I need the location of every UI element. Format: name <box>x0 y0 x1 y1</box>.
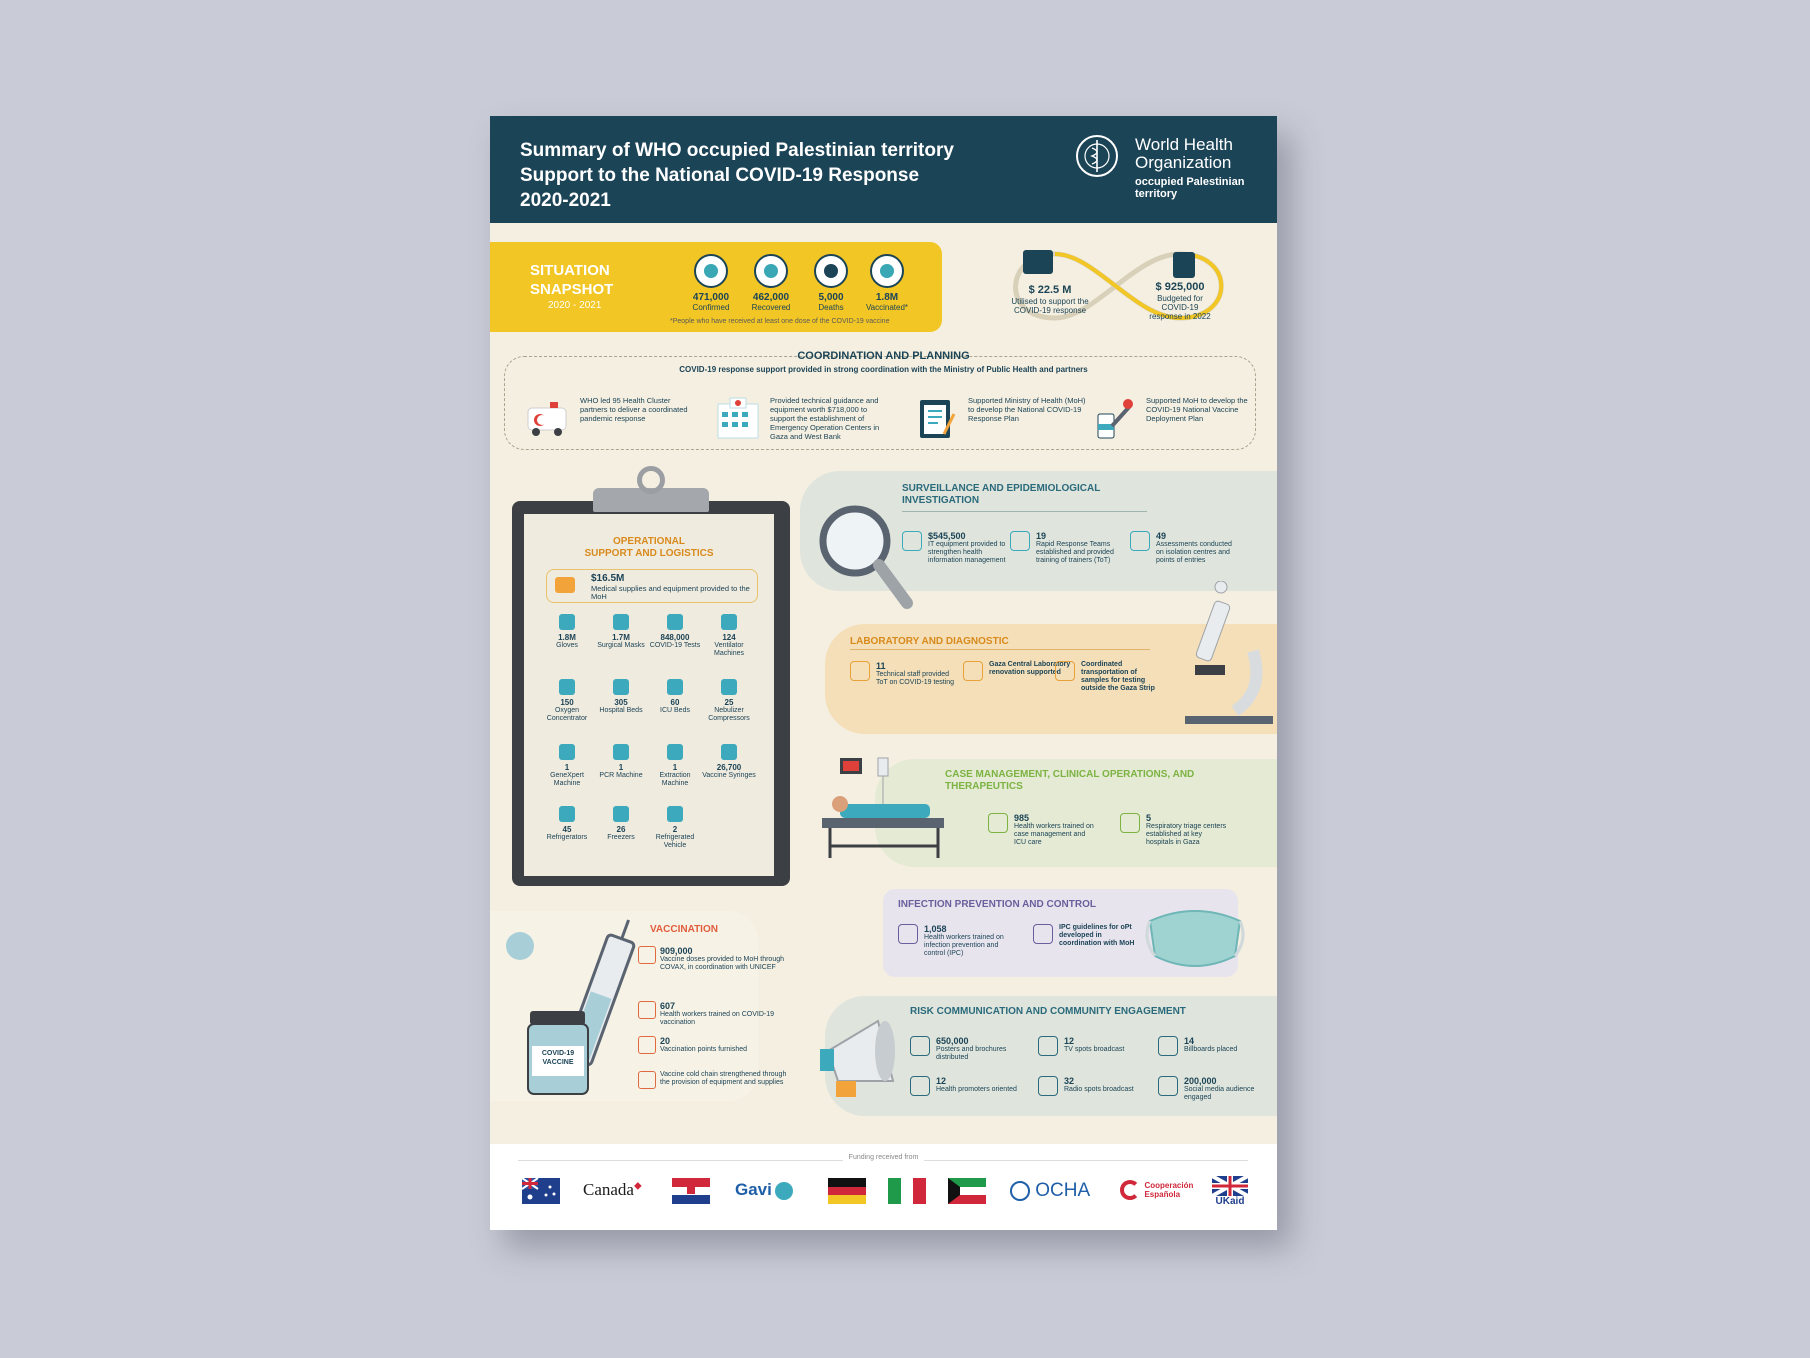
supply-item <box>702 614 756 658</box>
vial-label <box>532 1049 584 1067</box>
stat-label: Deaths <box>818 303 844 312</box>
surveillance-stat-value: 19 <box>1036 531 1047 541</box>
case-title-line-1: CASE MANAGEMENT, CLINICAL OPERATIONS, AND <box>945 769 1195 780</box>
supply-icon <box>559 806 575 822</box>
risk-stat <box>1158 1076 1268 1126</box>
vaccination-stat-value: 607 <box>660 1001 676 1011</box>
clipboard-ring <box>637 466 665 494</box>
funding-label-text: Funding received from <box>843 1154 925 1161</box>
supply-icon <box>613 806 629 822</box>
magnifying-glass-icon <box>815 501 915 611</box>
snapshot-footnote: *People who have received at least one dose of the COVID-19 vaccine <box>670 318 890 325</box>
stat-vaccinated <box>856 254 918 312</box>
vaccination-stat-label: Vaccine cold chain strengthened through the provision of equipment and supplies <box>660 1071 787 1086</box>
supply-label: Freezers <box>607 834 635 841</box>
vaccination-stat-label: Vaccination points furnished <box>660 1046 748 1053</box>
coordination-text: WHO led 95 Health Cluster partners to deliver a coordinated pandemic response <box>580 396 688 423</box>
microscope-icon <box>1175 581 1275 726</box>
megaphone-icon <box>808 1011 908 1111</box>
supply-label: Oxygen Concentrator <box>546 707 588 722</box>
surveillance-stat-icon <box>902 531 922 551</box>
who-logo <box>1075 134 1265 214</box>
surveillance-title-line-2: INVESTIGATION <box>902 495 980 506</box>
vaccination-stat <box>660 946 790 972</box>
supply-icon <box>721 614 737 630</box>
maple-leaf-icon: ◆ <box>633 1180 642 1192</box>
gavi-logo <box>735 1180 793 1206</box>
cooperacion-emblem-icon <box>1120 1180 1140 1200</box>
supply-value: 25 <box>724 698 734 707</box>
laboratory-stat <box>850 661 960 711</box>
stat-deaths <box>800 254 862 312</box>
supply-item <box>648 614 702 650</box>
supply-item <box>702 744 756 780</box>
stat-recovered <box>740 254 802 312</box>
risk-stat <box>1038 1076 1148 1126</box>
org-name-line-2: Organization <box>1135 153 1232 172</box>
stat-value: 1.8M <box>875 292 899 303</box>
supply-value: 848,000 <box>660 633 690 642</box>
vaccine-syringe-illustration <box>500 916 650 1106</box>
supply-icon <box>613 679 629 695</box>
surveillance-stat-value: $545,500 <box>928 531 966 541</box>
operations-feature-box <box>546 569 758 603</box>
stat-value: 5,000 <box>818 292 844 303</box>
supply-item <box>540 679 594 723</box>
feature-value: $16.5M <box>591 573 625 584</box>
supply-icon <box>667 744 683 760</box>
ambulance-icon <box>526 396 570 440</box>
laboratory-stat-icon <box>1055 661 1075 681</box>
laboratory-stat-icon <box>850 661 870 681</box>
supply-label: Ventilator Machines <box>714 642 744 657</box>
supply-value: 124 <box>722 633 736 642</box>
risk-stat-icon <box>1158 1036 1178 1056</box>
hospital-building-icon <box>716 396 760 440</box>
supply-value: 2 <box>672 825 678 834</box>
ipc-stat-icon <box>1033 924 1053 944</box>
vaccination-stat-icon <box>638 946 656 964</box>
stat-confirmed <box>680 254 742 312</box>
case-management-title <box>945 769 1194 793</box>
risk-stat-label: Social media audience engaged <box>1184 1086 1255 1101</box>
laboratory-stat-icon <box>963 661 983 681</box>
laboratory-title: LABORATORY AND DIAGNOSTIC <box>850 636 1009 647</box>
vaccination-stat-icon <box>638 1036 656 1054</box>
laboratory-stat <box>1055 661 1165 711</box>
kuwait-flag-logo <box>948 1178 986 1204</box>
supply-value: 60 <box>670 698 680 707</box>
risk-title: RISK COMMUNICATION AND COMMUNITY ENGAGEMENT <box>910 1006 1186 1017</box>
case_management-stat-icon <box>1120 813 1140 833</box>
supply-value: 1 <box>618 763 624 772</box>
supply-icon <box>667 614 683 630</box>
supply-icon <box>613 614 629 630</box>
coordination-text: Supported Ministry of Health (MoH) to develop the National COVID-19 Response Plan <box>968 396 1086 423</box>
laboratory-rule <box>850 649 1150 650</box>
stat-label: Recovered <box>751 303 791 312</box>
utilised-label: Utilised to support the COVID-19 response <box>1011 297 1089 315</box>
ipc-stat <box>1033 924 1143 974</box>
ocha-logo <box>1010 1180 1090 1206</box>
org-subtitle <box>1135 176 1255 200</box>
laboratory-stat-label: Technical staff provided ToT on COVID-19 testing <box>876 671 955 686</box>
supply-value: 1 <box>672 763 678 772</box>
supply-item <box>648 679 702 715</box>
supply-value: 1.7M <box>612 633 630 642</box>
ipc-stat-label: Health workers trained on infection prevention and control (IPC) <box>924 934 1004 957</box>
utilised-budget <box>1010 286 1090 315</box>
vaccination-stat <box>660 1001 790 1027</box>
ipc-stat-value: 1,058 <box>924 924 947 934</box>
supply-icon <box>667 806 683 822</box>
medical-kit-icon <box>555 577 575 593</box>
supply-item <box>594 806 648 842</box>
surveillance-stat-value: 49 <box>1156 531 1167 541</box>
supply-icon <box>667 679 683 695</box>
risk-stat-value: 32 <box>1064 1076 1075 1086</box>
who-emblem-icon <box>1075 134 1119 178</box>
risk-stat-label: Health promoters oriented <box>936 1086 1017 1093</box>
stat-value: 462,000 <box>752 292 790 303</box>
vaccination-stat-value: 20 <box>660 1036 671 1046</box>
risk-stat-icon <box>910 1036 930 1056</box>
ipc-stat-icon <box>898 924 918 944</box>
budgeted-amount <box>1145 283 1215 321</box>
supply-label: Extraction Machine <box>659 772 691 787</box>
vaccination-title: VACCINATION <box>650 924 718 935</box>
supply-value: 150 <box>560 698 574 707</box>
budgeted-value: $ 925,000 <box>1155 281 1205 293</box>
coordination-text: Provided technical guidance and equipment worth $718,000 to support the establishment of Emergency Operation Centers in Gaza and West Bank <box>770 396 880 441</box>
confirmed-icon <box>694 254 728 288</box>
vial-label-line-1: COVID-19 <box>541 1050 575 1057</box>
clipboard-plan-icon <box>914 396 958 440</box>
vaccination-stat-label: Health workers trained on COVID-19 vaccination <box>660 1011 774 1026</box>
utilised-value: $ 22.5 M <box>1028 284 1072 296</box>
stat-value: 471,000 <box>692 292 730 303</box>
title-line-3: 2020-2021 <box>520 190 611 211</box>
surveillance-stat-label: Assessments conducted on isolation centres and points of entries <box>1156 541 1232 564</box>
supply-item <box>540 744 594 788</box>
case_management-stat-value: 5 <box>1146 813 1152 823</box>
case_management-stat <box>1120 813 1240 863</box>
budgeted-label: Budgeted for COVID-19 response in 2022 <box>1149 294 1211 321</box>
supply-value: 1.8M <box>558 633 576 642</box>
supply-label: Hospital Beds <box>599 707 643 714</box>
ukaid-wordmark: UKaid <box>1215 1196 1245 1207</box>
operations-title-line-1: OPERATIONAL <box>612 536 686 547</box>
laboratory-stat-label: Gaza Central Laboratory renovation supported <box>989 661 1071 676</box>
funding-label <box>490 1154 1277 1161</box>
cooperacion-espanola-logo <box>1120 1180 1214 1206</box>
ipc-stat <box>898 924 1023 974</box>
coordination-item-cluster <box>526 396 696 448</box>
stat-label: Confirmed <box>692 303 730 312</box>
canada-logo <box>583 1180 642 1206</box>
supply-item <box>594 744 648 780</box>
supply-item <box>594 679 648 715</box>
supply-label: Surgical Masks <box>597 642 645 649</box>
snapshot-title <box>530 261 613 299</box>
vaccination-stat <box>660 1036 790 1054</box>
case-title-line-2: THERAPEUTICS <box>945 781 1023 792</box>
risk-stat-label: Billboards placed <box>1184 1046 1238 1053</box>
risk-stat-icon <box>910 1076 930 1096</box>
coordination-item-vaccine-plan <box>1092 396 1262 448</box>
case_management-stat-icon <box>988 813 1008 833</box>
surveillance-stat-label: IT equipment provided to strengthen health information management <box>928 541 1006 564</box>
header-bar <box>490 116 1277 223</box>
risk-stat-value: 12 <box>936 1076 947 1086</box>
org-sub-line-2: territory <box>1135 188 1178 200</box>
supply-label: PCR Machine <box>599 772 643 779</box>
supply-value: 26,700 <box>716 763 742 772</box>
deaths-icon <box>814 254 848 288</box>
germany-flag-logo <box>828 1178 866 1204</box>
surveillance-stat <box>902 531 1012 581</box>
supply-icon <box>559 614 575 630</box>
recovered-icon <box>754 254 788 288</box>
situation-snapshot-panel <box>490 242 942 332</box>
risk-stat <box>910 1076 1020 1126</box>
risk-stat-value: 200,000 <box>1184 1076 1217 1086</box>
risk-stat-label: TV spots broadcast <box>1064 1046 1125 1053</box>
surgical-mask-icon <box>1140 891 1250 981</box>
supply-label: Vaccine Syringes <box>702 772 756 779</box>
surveillance-title-line-1: SURVEILLANCE AND EPIDEMIOLOGICAL <box>902 483 1101 494</box>
coordination-text: Supported MoH to develop the COVID-19 National Vaccine Deployment Plan <box>1146 396 1248 423</box>
gavi-wordmark: Gavi <box>735 1180 772 1199</box>
supply-label: Refrigerators <box>546 834 588 841</box>
risk-stat-icon <box>1158 1076 1178 1096</box>
risk-stat-value: 14 <box>1184 1036 1195 1046</box>
operations-title <box>524 536 774 560</box>
stat-label: Vaccinated* <box>865 303 909 312</box>
supply-label: GeneXpert Machine <box>550 772 584 787</box>
infographic-poster <box>490 116 1277 1230</box>
supply-label: Nebulizer Compressors <box>708 707 750 722</box>
hospital-bed-patient-icon <box>820 756 950 871</box>
supply-item <box>702 679 756 723</box>
surveillance-stat-icon <box>1010 531 1030 551</box>
org-sub-line-1: occupied Palestinian <box>1135 176 1245 188</box>
supply-label: ICU Beds <box>660 707 690 714</box>
vaccination-stat <box>660 1071 790 1087</box>
supply-item <box>540 806 594 842</box>
risk-stat-value: 650,000 <box>936 1036 969 1046</box>
supply-icon <box>721 744 737 760</box>
supply-label: COVID-19 Tests <box>649 642 701 649</box>
croatia-flag-logo <box>672 1178 710 1204</box>
snapshot-title-line-1: SITUATION <box>530 262 610 279</box>
supply-value: 26 <box>616 825 626 834</box>
cooperacion-wordmark: Cooperación Española <box>1144 1181 1194 1199</box>
supply-icon <box>559 679 575 695</box>
italy-flag-logo <box>888 1178 926 1204</box>
snapshot-title-line-2: SNAPSHOT <box>530 281 614 298</box>
surveillance-stat-icon <box>1130 531 1150 551</box>
case_management-stat <box>988 813 1108 863</box>
coordination-subtitle: COVID-19 response support provided in strong coordination with the Ministry of Public Health and partners <box>679 365 1088 374</box>
supply-icon <box>721 679 737 695</box>
org-name-line-1: World Health <box>1135 135 1233 154</box>
title-line-1: Summary of WHO occupied Palestinian territory <box>520 140 954 161</box>
coordination-title: COORDINATION AND PLANNING <box>797 350 970 362</box>
supply-label: Gloves <box>556 642 578 649</box>
supply-icon <box>559 744 575 760</box>
australia-flag-logo <box>522 1178 560 1204</box>
canada-wordmark: Canada <box>583 1180 634 1199</box>
vaccination-stat-icon <box>638 1071 656 1089</box>
operations-title-line-2: SUPPORT AND LOGISTICS <box>584 548 714 559</box>
supply-item <box>648 806 702 850</box>
title-line-2: Support to the National COVID-19 Response <box>520 165 920 186</box>
risk-stat-icon <box>1038 1076 1058 1096</box>
case_management-stat-value: 985 <box>1014 813 1030 823</box>
ipc-title: INFECTION PREVENTION AND CONTROL <box>898 899 1096 910</box>
case_management-stat-label: Health workers trained on case management and ICU care <box>1014 823 1094 846</box>
org-name <box>1135 136 1233 172</box>
supply-icon <box>613 744 629 760</box>
surveillance-stat-label: Rapid Response Teams established and provided training of trainers (ToT) <box>1036 541 1114 564</box>
coordination-item-response-plan <box>914 396 1084 448</box>
vaccinated-icon <box>870 254 904 288</box>
supply-value: 45 <box>562 825 572 834</box>
risk-stat-icon <box>1038 1036 1058 1056</box>
supply-label: Refrigerated Vehicle <box>655 834 695 849</box>
supply-value: 305 <box>614 698 628 707</box>
coordination-item-eoc <box>716 396 886 448</box>
risk-stat-label: Radio spots broadcast <box>1064 1086 1134 1093</box>
supply-item <box>648 744 702 788</box>
money-icon <box>1023 250 1053 274</box>
ocha-wordmark: OCHA <box>1035 1180 1091 1201</box>
supply-value: 1 <box>564 763 570 772</box>
vial-label-line-2: VACCINE <box>542 1059 574 1066</box>
snapshot-years: 2020 - 2021 <box>548 300 602 311</box>
surveillance-stat <box>1130 531 1240 581</box>
laboratory-stat-value: 11 <box>876 661 886 671</box>
ukaid-logo <box>1212 1176 1248 1210</box>
gavi-globe-icon <box>775 1182 793 1200</box>
ipc-stat-label: IPC guidelines for oPt developed in coordination with MoH <box>1059 924 1135 947</box>
surveillance-title <box>902 483 1100 507</box>
vaccination-stat-label: Vaccine doses provided to MoH through COVAX, in coordination with UNICEF <box>660 956 784 971</box>
feature-label: Medical supplies and equipment provided to the MoH <box>591 584 750 601</box>
supply-item <box>594 614 648 650</box>
case_management-stat-label: Respiratory triage centers established at key hospitals in Gaza <box>1146 823 1227 846</box>
supply-item <box>540 614 594 650</box>
vaccine-vial-icon <box>1092 396 1136 440</box>
risk-stat-value: 12 <box>1064 1036 1075 1046</box>
budget-document-icon <box>1173 252 1195 278</box>
surveillance-rule <box>902 511 1147 512</box>
vaccination-stat-icon <box>638 1001 656 1019</box>
surveillance-stat <box>1010 531 1120 581</box>
risk-stat-label: Posters and brochures distributed <box>936 1046 1007 1061</box>
un-emblem-icon <box>1010 1181 1030 1201</box>
poster-title <box>520 138 1040 213</box>
laboratory-stat-label: Coordinated transportation of samples for testing outside the Gaza Strip <box>1081 661 1155 692</box>
vaccination-stat-value: 909,000 <box>660 946 693 956</box>
